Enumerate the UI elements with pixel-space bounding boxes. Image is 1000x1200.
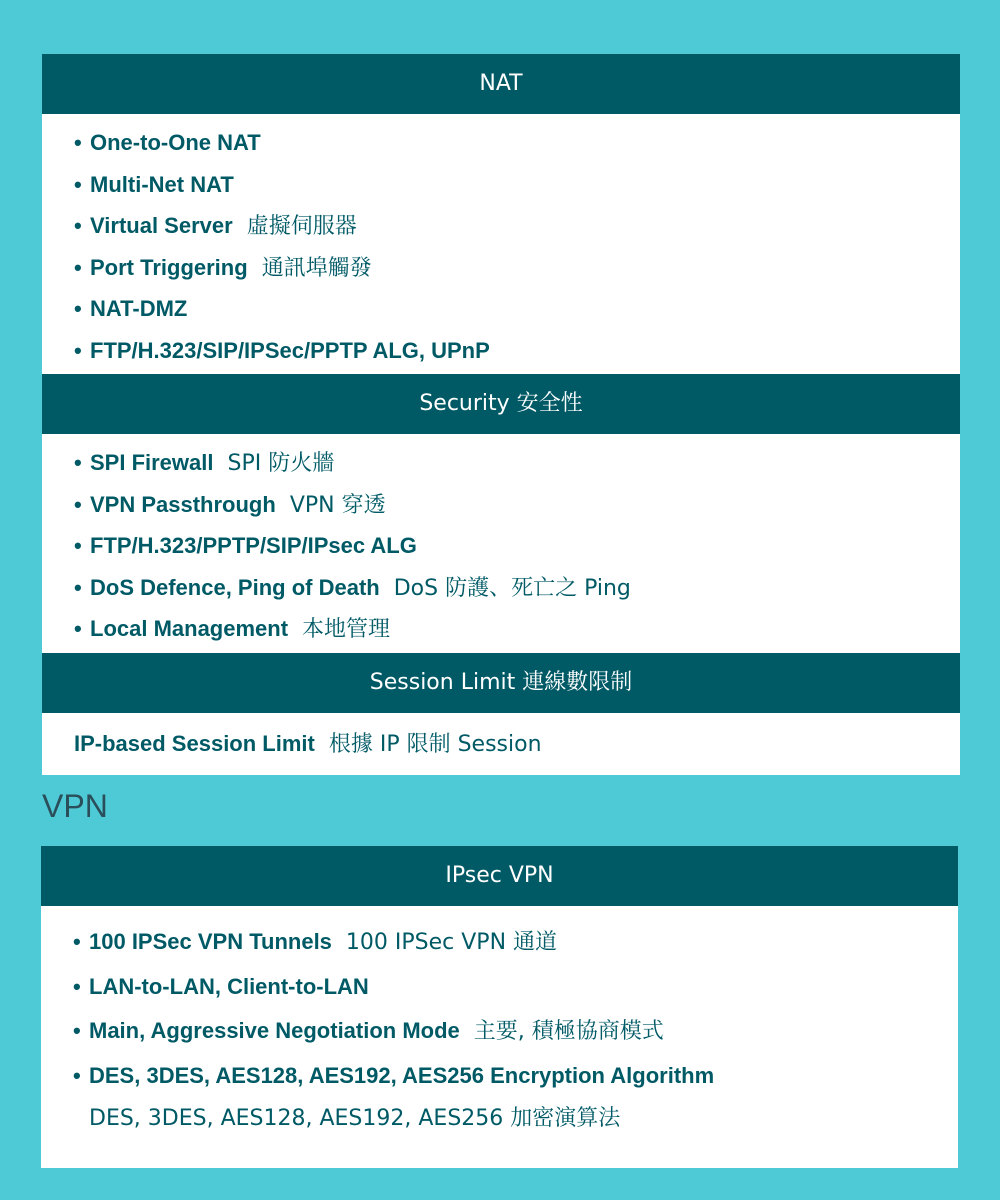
ipsec-list — [41, 920, 958, 1098]
list-item — [41, 1009, 958, 1054]
session-panel — [42, 653, 960, 775]
item-translation: 根據 IP 限制 Session — [328, 732, 542, 757]
item-label: FTP/H.323/SIP/IPSec/PPTP ALG, UPnP — [90, 337, 490, 363]
list-item — [42, 164, 960, 206]
nat-list-box — [42, 114, 960, 381]
list-item — [42, 608, 960, 650]
nat-list — [42, 122, 960, 371]
item-label: LAN-to-LAN, Client-to-LAN — [89, 973, 369, 999]
list-item — [42, 122, 960, 164]
list-item — [41, 1054, 958, 1099]
list-item — [42, 525, 960, 567]
item-label: DoS Defence, Ping of Death — [90, 574, 380, 600]
nat-panel — [42, 54, 960, 381]
item-translation: 主要, 積極協商模式 — [473, 1019, 664, 1044]
session-header: Session Limit 連線數限制 — [42, 653, 960, 713]
item-label: FTP/H.323/PPTP/SIP/IPsec ALG — [90, 533, 417, 558]
item-label: Multi-Net NAT — [90, 171, 234, 197]
item-translation: 本地管理 — [302, 617, 391, 642]
list-item — [42, 205, 960, 247]
list-item — [41, 965, 958, 1010]
item-translation: VPN 穿透 — [289, 492, 386, 518]
item-label: One-to-One NAT — [90, 130, 261, 155]
nat-header: NAT — [42, 54, 960, 114]
item-label: VPN Passthrough — [90, 491, 276, 517]
item-translation: 通訊埠觸發 — [261, 255, 372, 281]
list-item — [42, 330, 960, 372]
item-label: SPI Firewall — [90, 450, 214, 475]
list-item — [42, 247, 960, 289]
security-list-box — [42, 434, 960, 653]
item-label: NAT-DMZ — [90, 296, 188, 321]
item-label: IP-based Session Limit — [74, 731, 315, 756]
item-translation: DoS 防護、死亡之 Ping — [393, 575, 631, 601]
list-item — [42, 567, 960, 609]
security-list — [42, 442, 960, 650]
item-label: Virtual Server — [90, 213, 233, 238]
list-item — [41, 920, 958, 965]
security-header: Security 安全性 — [42, 374, 960, 434]
item-label: DES, 3DES, AES128, AES192, AES256 Encryption Algorithm — [89, 1062, 715, 1088]
session-box — [42, 713, 960, 775]
list-item — [42, 442, 960, 484]
item-translation: 100 IPSec VPN 通道 — [345, 930, 558, 955]
ipsec-header: IPsec VPN — [41, 846, 958, 906]
item-translation: 虛擬伺服器 — [246, 214, 357, 239]
item-label: 100 IPSec VPN Tunnels — [89, 929, 332, 954]
section-heading-vpn: VPN — [42, 788, 108, 824]
ipsec-panel — [41, 846, 958, 1168]
item-label: Main, Aggressive Negotiation Mode — [89, 1018, 460, 1043]
item-translation: SPI 防火牆 — [227, 451, 335, 476]
encryption-translation: DES, 3DES, AES128, AES192, AES256 加密演算法 — [89, 1106, 621, 1131]
session-row — [42, 713, 960, 775]
item-label: Local Management — [90, 616, 289, 641]
ipsec-list-box — [41, 906, 958, 1168]
item-label: Port Triggering — [90, 254, 248, 280]
list-item — [42, 288, 960, 330]
list-item — [42, 484, 960, 526]
security-panel — [42, 374, 960, 653]
